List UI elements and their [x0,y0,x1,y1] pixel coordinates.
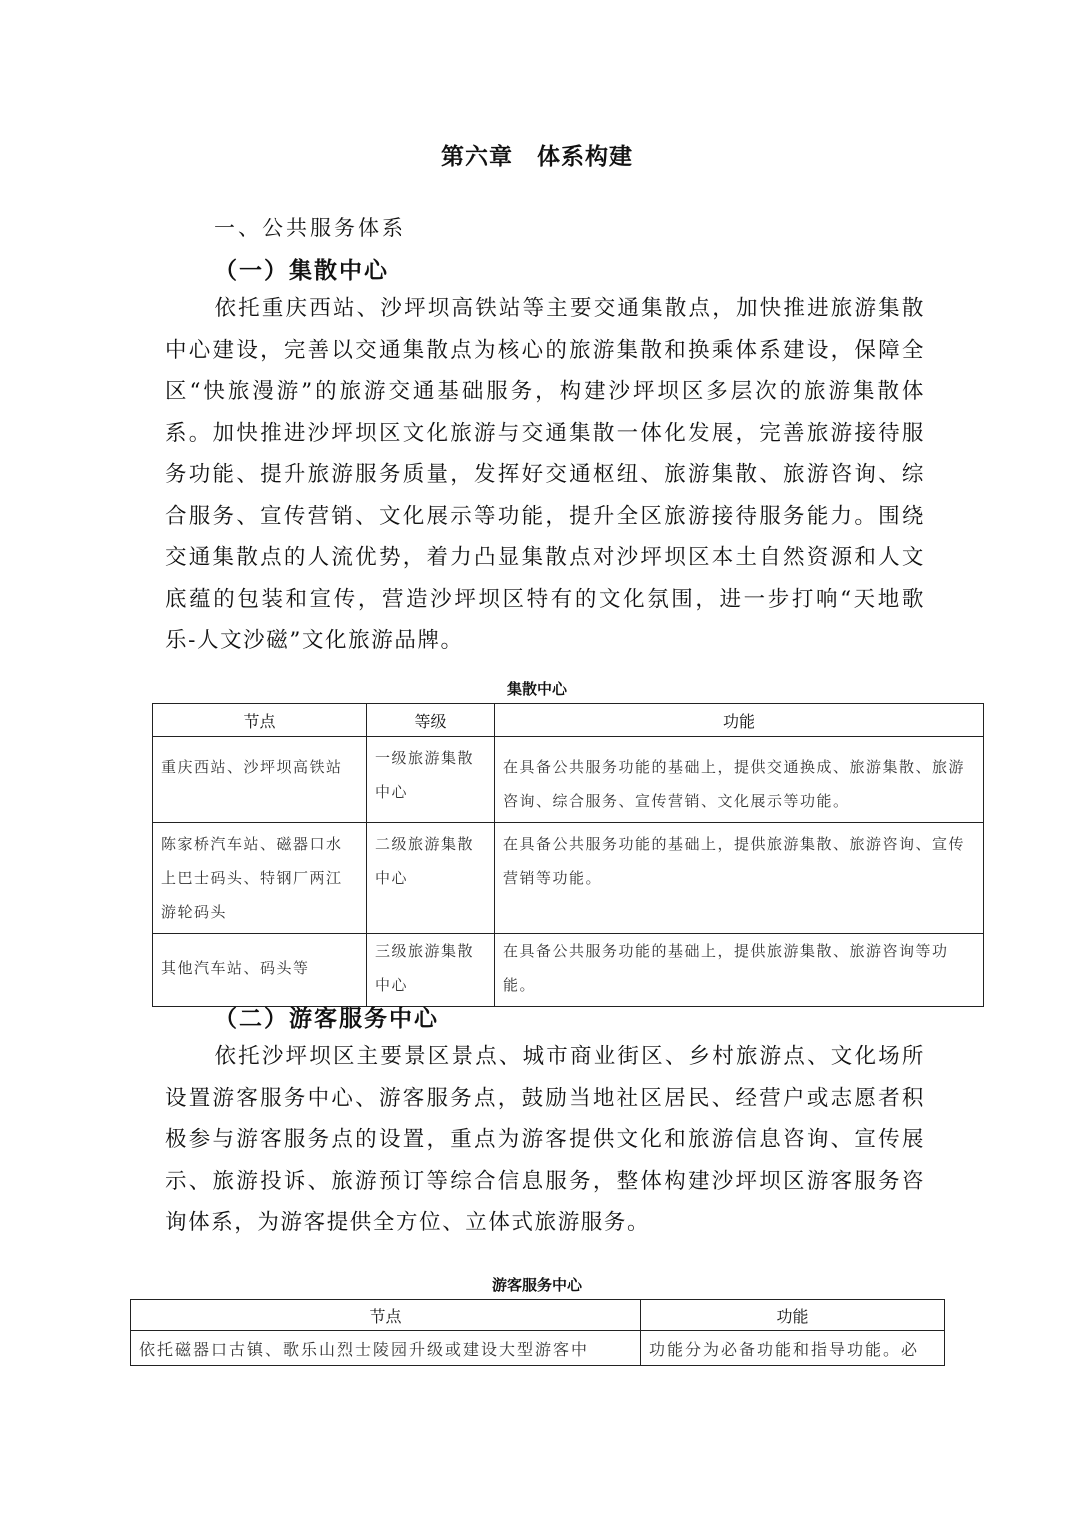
cell-node: 其他汽车站、码头等 [153,934,367,1007]
cell-function: 在具备公共服务功能的基础上，提供交通换成、旅游集散、旅游咨询、综合服务、宣传营销、文化展示等功能。 [495,737,984,823]
paragraph-distribution-center: 依托重庆西站、沙坪坝高铁站等主要交通集散点，加快推进旅游集散中心建设，完善以交通集散点为核心的旅游集散和换乘体系建设，保障全区“快旅漫游”的旅游交通基础服务，构建沙坪坝区多层次的旅游集散体系。加快推进沙坪坝区文化旅游与交通集散一体化发展，完善旅游接待服务功能、提升旅游服务质量，发挥好交通枢纽、旅游集散、旅游咨询、综合服务、宣传营销、文化展示等功能，提升全区旅游接待服务能力。围绕交通集散点的人流优势，着力凸显集散点对沙坪坝区本土自然资源和人文底蕴的包装和宣传，营造沙坪坝区特有的文化氛围，进一步打响“天地歌乐-人文沙磁”文化旅游品牌。 [165,296,925,653]
cell-level: 二级旅游集散中心 [367,823,495,934]
table-header-row [153,704,984,737]
header-level: 等级 [367,704,495,737]
chapter-title: 第六章 体系构建 [441,144,633,170]
table-row [153,934,984,1007]
table-row [153,823,984,934]
distribution-center-table [152,703,984,1007]
cell-function: 在具备公共服务功能的基础上，提供旅游集散、旅游咨询等功能。 [495,934,984,1007]
header-node: 节点 [153,704,367,737]
cell-level: 三级旅游集散中心 [367,934,495,1007]
table-caption-visitor-center: 游客服务中心 [491,1276,582,1294]
cell-function: 功能分为必备功能和指导功能。必 [641,1331,945,1366]
cell-node: 陈家桥汽车站、磁器口水上巴士码头、特钢厂两江游轮码头 [153,823,367,934]
section-heading: 一、公共服务体系 [214,216,406,240]
header-function: 功能 [641,1300,945,1331]
table-row [153,737,984,823]
subsection-heading-visitor-center: （二）游客服务中心 [214,1006,439,1032]
table-caption-distribution-center: 集散中心 [506,680,567,698]
cell-function: 在具备公共服务功能的基础上，提供旅游集散、旅游咨询、宣传营销等功能。 [495,823,984,934]
cell-node: 重庆西站、沙坪坝高铁站 [153,737,367,823]
table-header-row [131,1300,945,1331]
cell-level: 一级旅游集散中心 [367,737,495,823]
table-row [131,1331,945,1366]
cell-node: 依托磁器口古镇、歌乐山烈士陵园升级或建设大型游客中 [131,1331,641,1366]
visitor-center-table [130,1299,945,1366]
header-function: 功能 [495,704,984,737]
paragraph-visitor-center: 依托沙坪坝区主要景区景点、城市商业街区、乡村旅游点、文化场所设置游客服务中心、游客服务点，鼓励当地社区居民、经营户或志愿者积极参与游客服务点的设置，重点为游客提供文化和旅游信息咨询、宣传展示、旅游投诉、旅游预订等综合信息服务，整体构建沙坪坝区游客服务咨询体系，为游客提供全方位、立体式旅游服务。 [165,1044,925,1235]
subsection-heading-distribution-center: （一）集散中心 [214,258,389,284]
header-node: 节点 [131,1300,641,1331]
